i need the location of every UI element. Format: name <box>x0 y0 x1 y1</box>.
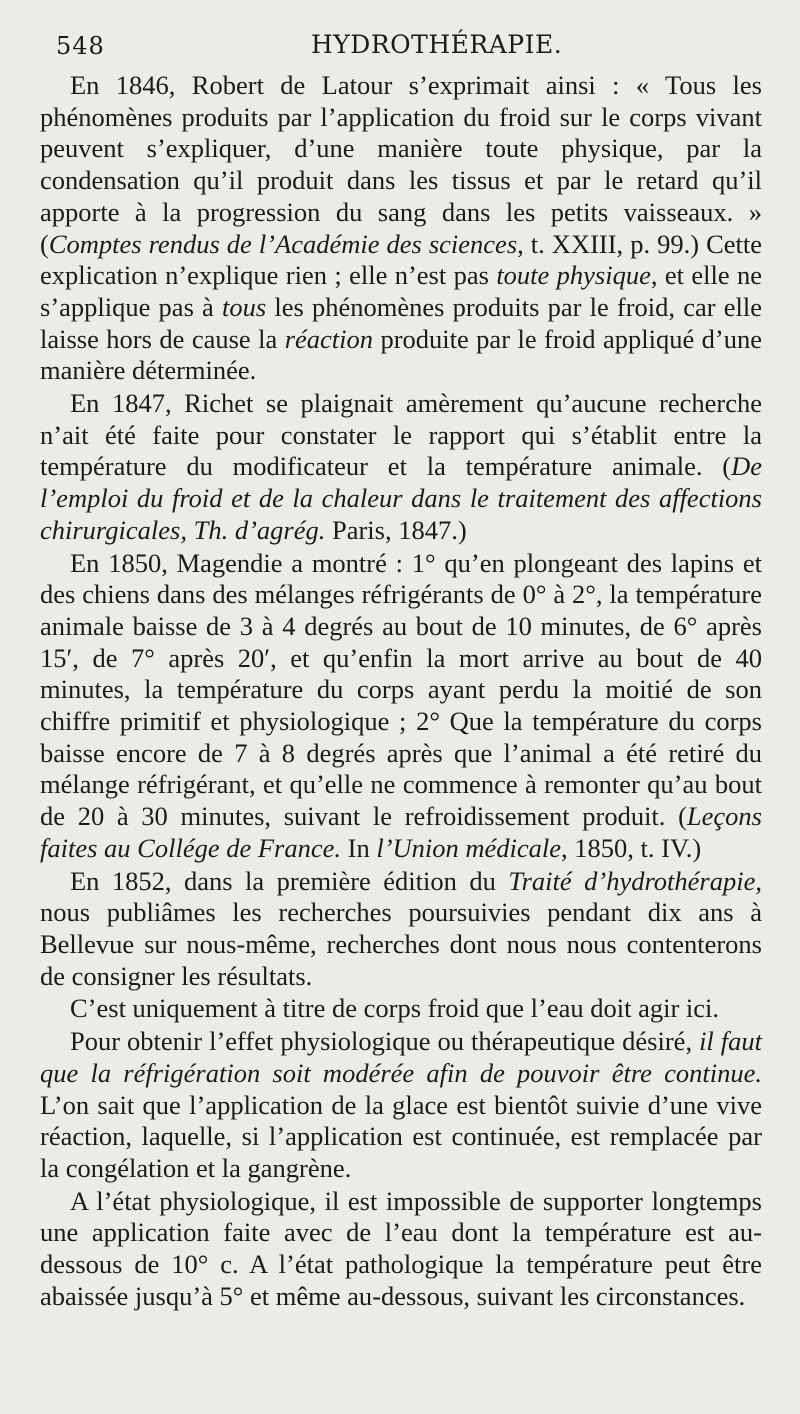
text-run: L’on sait que l’application de la glace est bientôt suivie d’une vive réaction, laquelle, si l’application est continuée, est remplacée par la congélation et la gangrène. <box>40 1089 762 1183</box>
running-head: HYDROTHÉRAPIE. <box>311 30 563 59</box>
paragraph <box>40 388 762 547</box>
text-run: A l’état physiologique, il est impossible de supporter longtemps une application faite avec de l’eau dont la température est au-dessous de 10° c. A l’état pathologique la température peut être abaissée jusqu’à 5° et même au-dessous, suivant les circonstances. <box>40 1185 762 1311</box>
paragraph <box>40 1026 762 1185</box>
paragraph <box>40 993 762 1025</box>
text-run: En 1850, Magendie a montré : 1° qu’en plongeant des lapins et des chiens dans des mélanges réfrigérants de 0° à 2°, la température animale baisse de 3 à 4 degrés au bout de 10 minutes, de 6° après 15′, de 7° après 20′, et qu’enfin la mort arrive au bout de 40 minutes, la température du corps ayant perdu la moitié de son chiffre primitif et physiologique ; 2° Que la température du corps baisse encore de 7 à 8 degrés après que l’animal a été retiré du mélange réfrigérant, et qu’elle ne commence à remonter qu’au bout de 20 à 30 minutes, suivant le refroidissement produit. ( <box>40 547 762 832</box>
paragraph <box>40 548 762 865</box>
text-run: , et elle ne s’applique pas à <box>40 260 762 322</box>
italic-text: tous <box>221 291 267 322</box>
text-run: les phénomènes produits par le froid, car elle laisse hors de cause la <box>40 291 762 354</box>
italic-text: De l’emploi du froid et de la chaleur dans le traitement des affections chirurgicales, Th. d’agrég. <box>40 451 762 545</box>
text-run: En 1846, Robert de Latour s’exprimait ainsi : « Tous les phénomènes produits par l’application du froid sur le corps vivant peuvent s’expliquer, d’une manière toute physique, par la condensation qu’il produit dans les tissus et par le retard qu’il apporte à la progression du sang dans les petits vaisseaux. » ( <box>40 70 762 259</box>
text-run: C’est uniquement à titre de corps froid que l’eau doit agir ici. <box>70 993 720 1024</box>
page-number: 548 <box>56 32 105 60</box>
text-run: , t. XXIII, p. 99.) Cette explication n’explique rien ; elle n’est pas <box>40 228 762 291</box>
text-run: , nous publiâmes les recherches poursuivies pendant dix ans à Bellevue sur nous-même, recherches dont nous nous contenterons de consigner les résultats. <box>40 865 762 991</box>
italic-text: Traité d’hydrothérapie <box>508 865 756 896</box>
page-body <box>40 70 762 1312</box>
text-run: En 1847, Richet se plaignait amèrement qu’aucune recherche n’ait été faite pour constater le rapport qui s’établit entre la température du modificateur et la température animale. ( <box>40 388 762 482</box>
italic-text: toute physique <box>496 260 651 291</box>
text-run: En 1852, dans la première édition du <box>70 865 509 896</box>
italic-text: Leçons faites au Collége de France. <box>40 801 762 863</box>
text-run: Paris, 1847.) <box>325 514 467 545</box>
italic-text: il faut que la réfrigération soit modérée afin de pouvoir être continue. <box>40 1026 763 1088</box>
paragraph <box>40 866 762 993</box>
italic-text: réaction <box>284 323 373 354</box>
italic-text: Comptes rendus de l’Académie des sciences <box>48 228 518 259</box>
text-run: , 1850, t. IV.) <box>561 832 702 863</box>
italic-text: l’Union médicale <box>376 832 562 863</box>
text-run: Pour obtenir l’effet physiologique ou thérapeutique désiré, <box>70 1026 700 1057</box>
page-header <box>56 30 760 64</box>
text-run: produite par le froid appliqué d’une manière déterminée. <box>40 323 762 386</box>
paragraph <box>40 1186 762 1313</box>
paragraph <box>40 70 762 387</box>
text-run: In <box>341 832 377 863</box>
